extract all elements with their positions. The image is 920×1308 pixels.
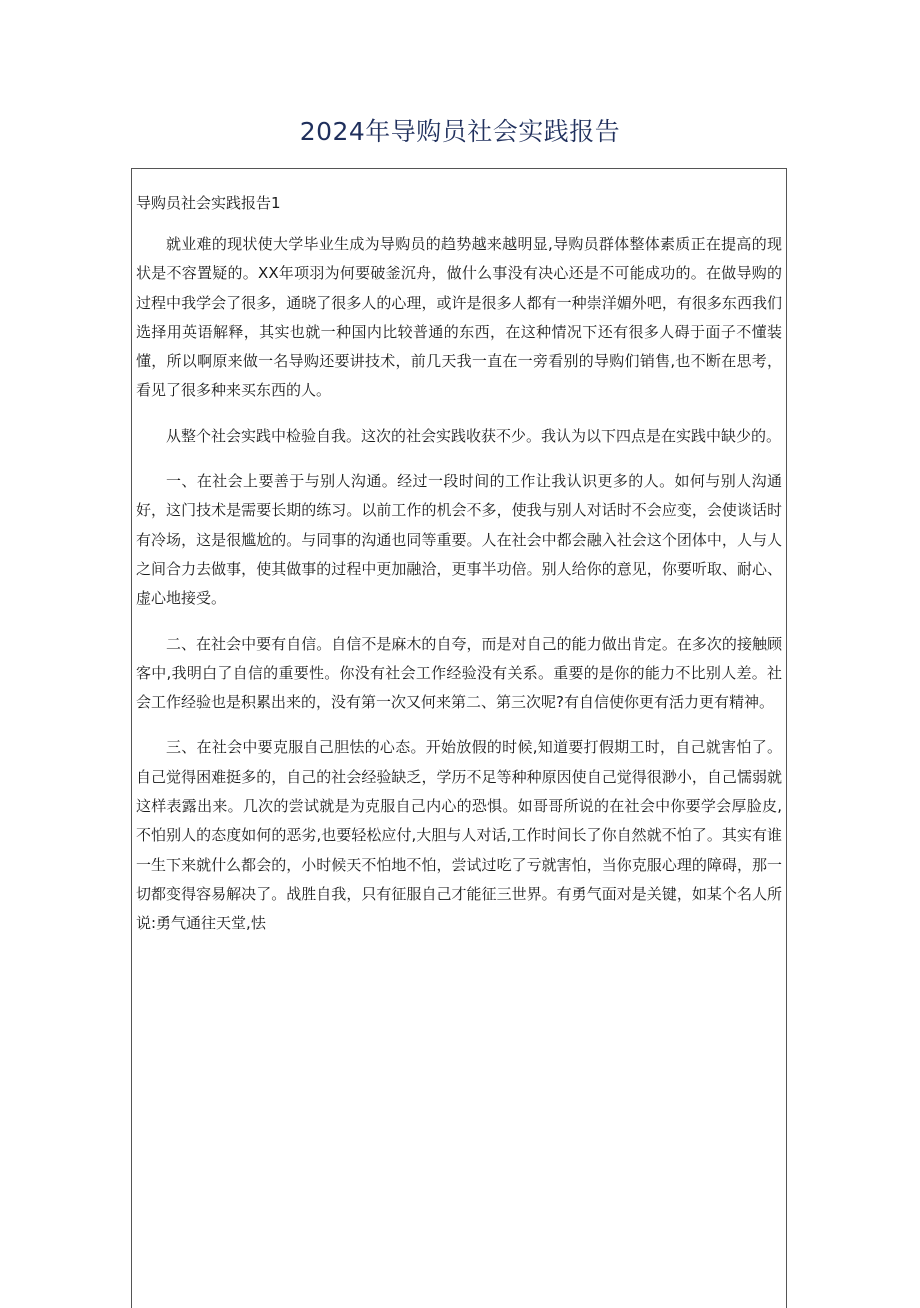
paragraph-point-three: 三、在社会中要克服自己胆怯的心态。开始放假的时候,知道要打假期工时，自己就害怕了。自己觉得困难挺多的，自己的社会经验缺乏，学历不足等种种原因使自己觉得很渺小，自己懦弱就这样表露出来。几次的尝试就是为克服自己内心的恐惧。如哥哥所说的在社会中你要学会厚脸皮,不怕别人的态度如何的恶劣,也要轻松应付,大胆与人对话,工作时间长了你自然就不怕了。其实有谁一生下来就什么都会的，小时候天不怕地不怕，尝试过吃了亏就害怕，当你克服心理的障碍，那一切都变得容易解决了。战胜自我，只有征服自己才能征三世界。有勇气面对是关键，如某个名人所说:勇气通往天堂,怯 — [136, 738, 782, 933]
paragraph-summary: 从整个社会实践中检验自我。这次的社会实践收获不少。我认为以下四点是在实践中缺少的。 — [166, 426, 782, 445]
paragraph-point-two: 二、在社会中要有自信。自信不是麻木的自夸，而是对自己的能力做出肯定。在多次的接触顾客中,我明白了自信的重要性。你没有社会工作经验没有关系。重要的是你的能力不比别人差。社会工作经验也是积累出来的，没有第一次又何来第二、第三次呢?有自信使你更有活力更有精神。 — [136, 634, 782, 712]
content-frame — [131, 168, 787, 1308]
document-body — [136, 189, 782, 955]
section-heading: 导购员社会实践报告1 — [136, 194, 281, 212]
paragraph-point-one: 一、在社会上要善于与别人沟通。经过一段时间的工作让我认识更多的人。如何与别人沟通好，这门技术是需要长期的练习。以前工作的机会不多，使我与别人对话时不会应变，会使谈话时有冷场，这是很尴尬的。与同事的沟通也同等重要。人在社会中都会融入社会这个团体中，人与人之间合力去做事，使其做事的过程中更加融洽，更事半功倍。别人给你的意见，你要听取、耐心、虚心地接受。 — [136, 472, 782, 608]
document-title: 2024年导购员社会实践报告 — [299, 117, 621, 146]
paragraph-intro: 就业难的现状使大学毕业生成为导购员的趋势越来越明显,导购员群体整体素质正在提高的现状是不容置疑的。XX年项羽为何要破釜沉舟，做什么事没有决心还是不可能成功的。在做导购的过程中我学会了很多，通晓了很多人的心理，或许是很多人都有一种崇洋媚外吧，有很多东西我们选择用英语解释，其实也就一种国内比较普通的东西，在这种情况下还有很多人碍于面子不懂装懂，所以啊原来做一名导购还要讲技术，前几天我一直在一旁看别的导购们销售,也不断在思考，看见了很多种来买东西的人。 — [136, 235, 782, 400]
